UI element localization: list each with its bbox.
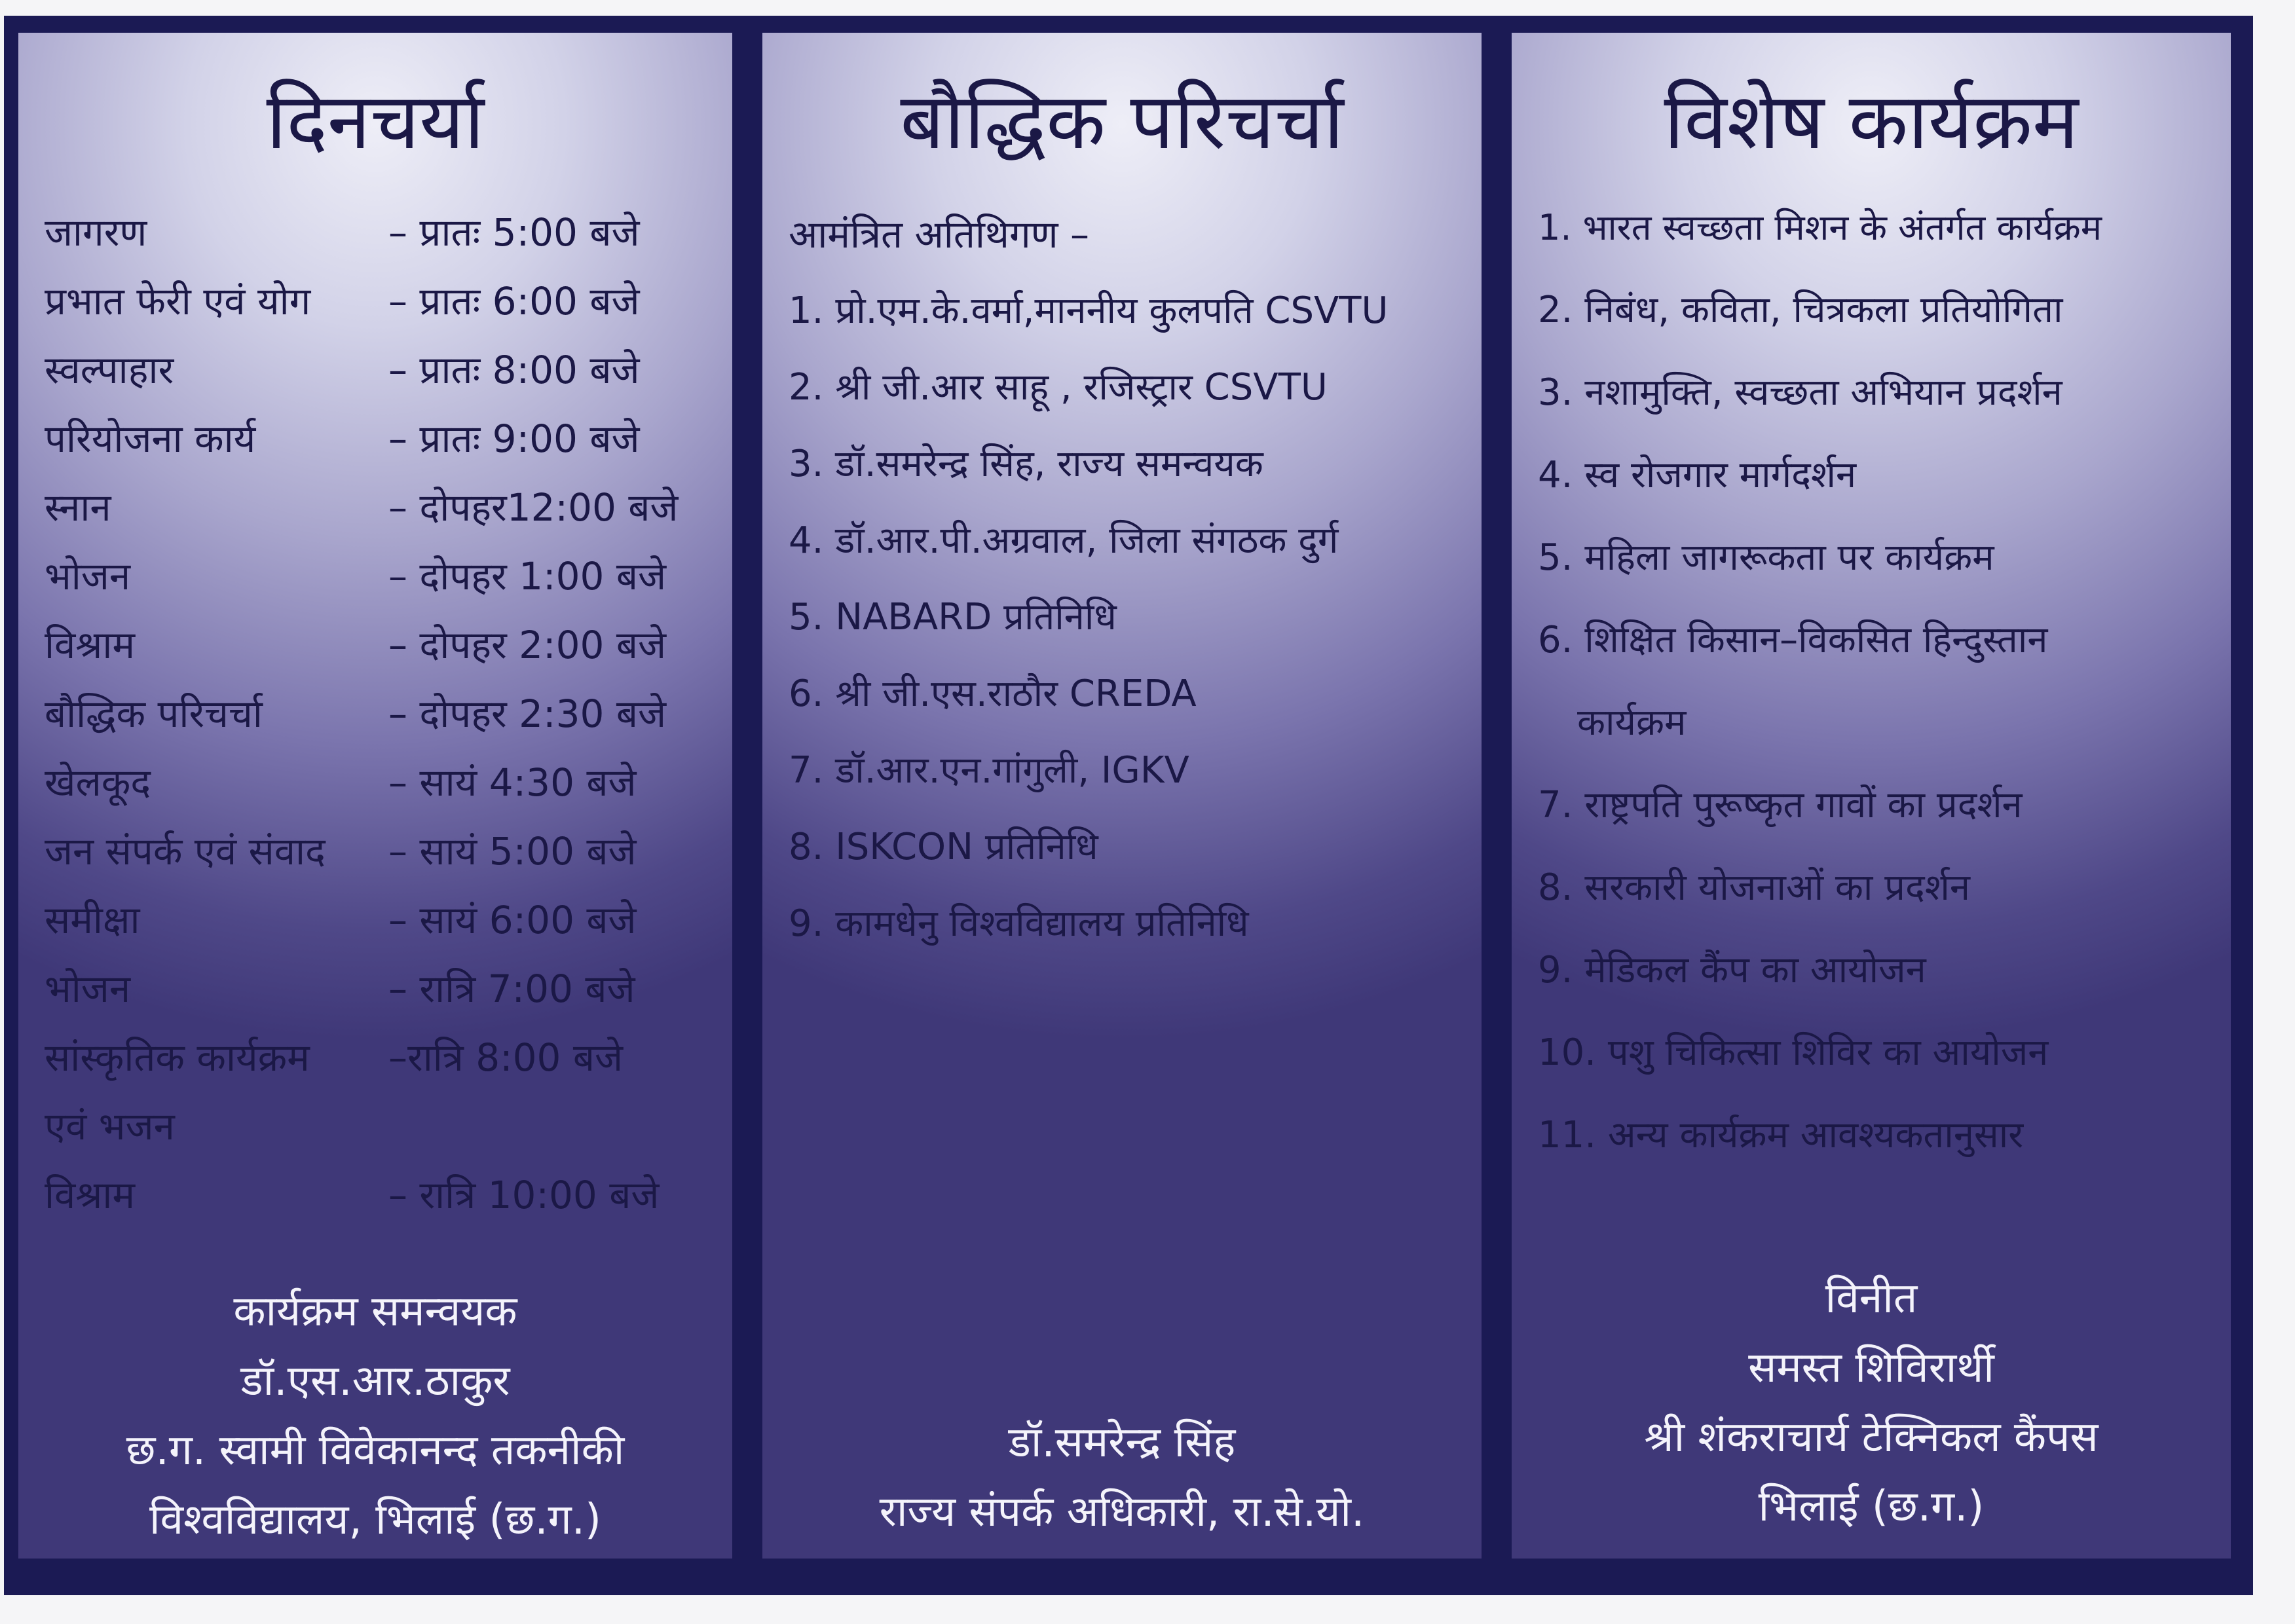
schedule-activity: परियोजना कार्य: [45, 416, 256, 461]
schedule-time: – प्रातः 9:00 बजे: [388, 416, 640, 461]
footer-line: विनीत: [1825, 1274, 1918, 1323]
schedule-activity: जागरण: [45, 210, 147, 255]
schedule-activity: खेलकूद: [45, 760, 151, 805]
program-list-item: 7. राष्ट्रपति पुरूष्कृत गावों का प्रदर्शन: [1538, 784, 2023, 826]
program-list-item: 3. नशामुक्ति, स्वच्छता अभियान प्रदर्शन: [1538, 371, 2062, 414]
schedule-activity: सांस्कृतिक कार्यक्रम: [45, 1035, 310, 1080]
schedule-activity: भोजन: [45, 554, 131, 599]
footer-line: समस्त शिविरार्थी: [1748, 1344, 1994, 1392]
footer-line: डॉ.एस.आर.ठाकुर: [240, 1357, 510, 1405]
footer-line: कार्यक्रम समन्वयक: [233, 1287, 517, 1336]
schedule-time: – दोपहर 2:30 बजे: [388, 692, 666, 736]
program-list-item: 8. सरकारी योजनाओं का प्रदर्शन: [1538, 866, 1970, 909]
program-list-item: 2. निबंध, कविता, चित्रकला प्रतियोगिता: [1538, 289, 2063, 331]
program-list-item: 5. महिला जागरूकता पर कार्यक्रम: [1538, 536, 1994, 579]
program-list-item: 1. भारत स्वच्छता मिशन के अंतर्गत कार्यक्रम: [1538, 207, 2102, 248]
guest-list-item: 4. डॉ.आर.पी.अग्रवाल, जिला संगठक दुर्ग: [789, 519, 1339, 562]
schedule-activity: स्वल्पाहार: [45, 348, 174, 392]
schedule-activity: विश्राम: [45, 623, 136, 667]
guest-list-item: 1. प्रो.एम.के.वर्मा,माननीय कुलपति CSVTU: [789, 289, 1389, 332]
guest-list-item: 2. श्री जी.आर साहू , रजिस्ट्रार CSVTU: [789, 366, 1328, 409]
guest-list-item: 9. कामधेनु विश्वविद्यालय प्रतिनिधि: [789, 902, 1249, 945]
footer-line: श्री शंकराचार्य टेक्निकल कैंपस: [1644, 1413, 2099, 1462]
guest-list-item: 7. डॉ.आर.एन.गांगुली, IGKV: [789, 749, 1189, 792]
schedule-time: –रात्रि 8:00 बजे: [388, 1035, 624, 1080]
intellectual-discussion-footer: [762, 1408, 1482, 1547]
program-list-item: 10. पशु चिकित्सा शिविर का आयोजन: [1538, 1031, 2049, 1074]
schedule-time: – प्रातः 5:00 बजे: [388, 210, 640, 255]
schedule-time: – सायं 4:30 बजे: [388, 760, 637, 805]
daily-routine-title: दिनचर्या: [266, 76, 485, 166]
guest-list-item: 8. ISKCON प्रतिनिधि: [789, 826, 1098, 868]
footer-line: राज्य संपर्क अधिकारी, रा.से.यो.: [879, 1488, 1365, 1536]
schedule-time: – सायं 5:00 बजे: [388, 829, 637, 874]
schedule-time: – प्रातः 6:00 बजे: [388, 279, 640, 323]
invited-guests-intro: आमंत्रित अतिथिगण –: [789, 212, 1089, 257]
program-list-item: 6. शिक्षित किसान–विकसित हिन्दुस्तान: [1538, 619, 2048, 661]
schedule-time: – रात्रि 10:00 बजे: [388, 1173, 660, 1217]
daily-routine-footer: [18, 1277, 732, 1555]
program-list-item: 4. स्व रोजगार मार्गदर्शन: [1538, 454, 1857, 496]
program-list-item: 11. अन्य कार्यक्रम आवश्यकतानुसार: [1538, 1114, 2024, 1156]
intellectual-discussion-panel: [762, 33, 1482, 1559]
schedule-activity: भोजन: [45, 967, 131, 1011]
schedule-activity: प्रभात फेरी एवं योग: [45, 279, 311, 323]
footer-line: छ.ग. स्वामी विवेकानन्द तकनीकी: [126, 1426, 625, 1475]
program-list-item-continuation: कार्यक्रम: [1577, 701, 1687, 744]
guest-list-item: 3. डॉ.समरेन्द्र सिंह, राज्य समन्वयक: [789, 443, 1263, 485]
footer-line: विश्वविद्यालय, भिलाई (छ.ग.): [149, 1496, 602, 1544]
special-programs-footer: [1512, 1264, 2231, 1541]
schedule-time: – रात्रि 7:00 बजे: [388, 967, 635, 1011]
schedule-activity: स्नान: [45, 485, 111, 530]
guest-list-item: 5. NABARD प्रतिनिधि: [789, 596, 1117, 638]
schedule-time: – सायं 6:00 बजे: [388, 898, 637, 942]
daily-routine-panel: [18, 33, 732, 1559]
schedule-activity: विश्राम: [45, 1173, 136, 1217]
schedule-time: – दोपहर12:00 बजे: [388, 485, 679, 530]
footer-line: डॉ.समरेन्द्र सिंह: [1008, 1418, 1236, 1467]
schedule-time: – दोपहर 2:00 बजे: [388, 623, 666, 667]
schedule-time: – प्रातः 8:00 बजे: [388, 348, 640, 392]
special-programs-panel: [1512, 33, 2231, 1559]
schedule-activity: एवं भजन: [45, 1104, 175, 1149]
intellectual-discussion-title: बौद्धिक परिचर्चा: [900, 76, 1344, 166]
guest-list-item: 6. श्री जी.एस.राठौर CREDA: [789, 673, 1197, 715]
schedule-activity: समीक्षा: [45, 898, 140, 942]
footer-line: भिलाई (छ.ग.): [1758, 1483, 1985, 1531]
special-programs-title: विशेष कार्यक्रम: [1664, 76, 2079, 166]
schedule-activity: बौद्धिक परिचर्चा: [45, 692, 263, 736]
schedule-activity: जन संपर्क एवं संवाद: [45, 829, 326, 874]
schedule-time: – दोपहर 1:00 बजे: [388, 554, 666, 599]
program-list-item: 9. मेडिकल कैंप का आयोजन: [1538, 949, 1926, 991]
